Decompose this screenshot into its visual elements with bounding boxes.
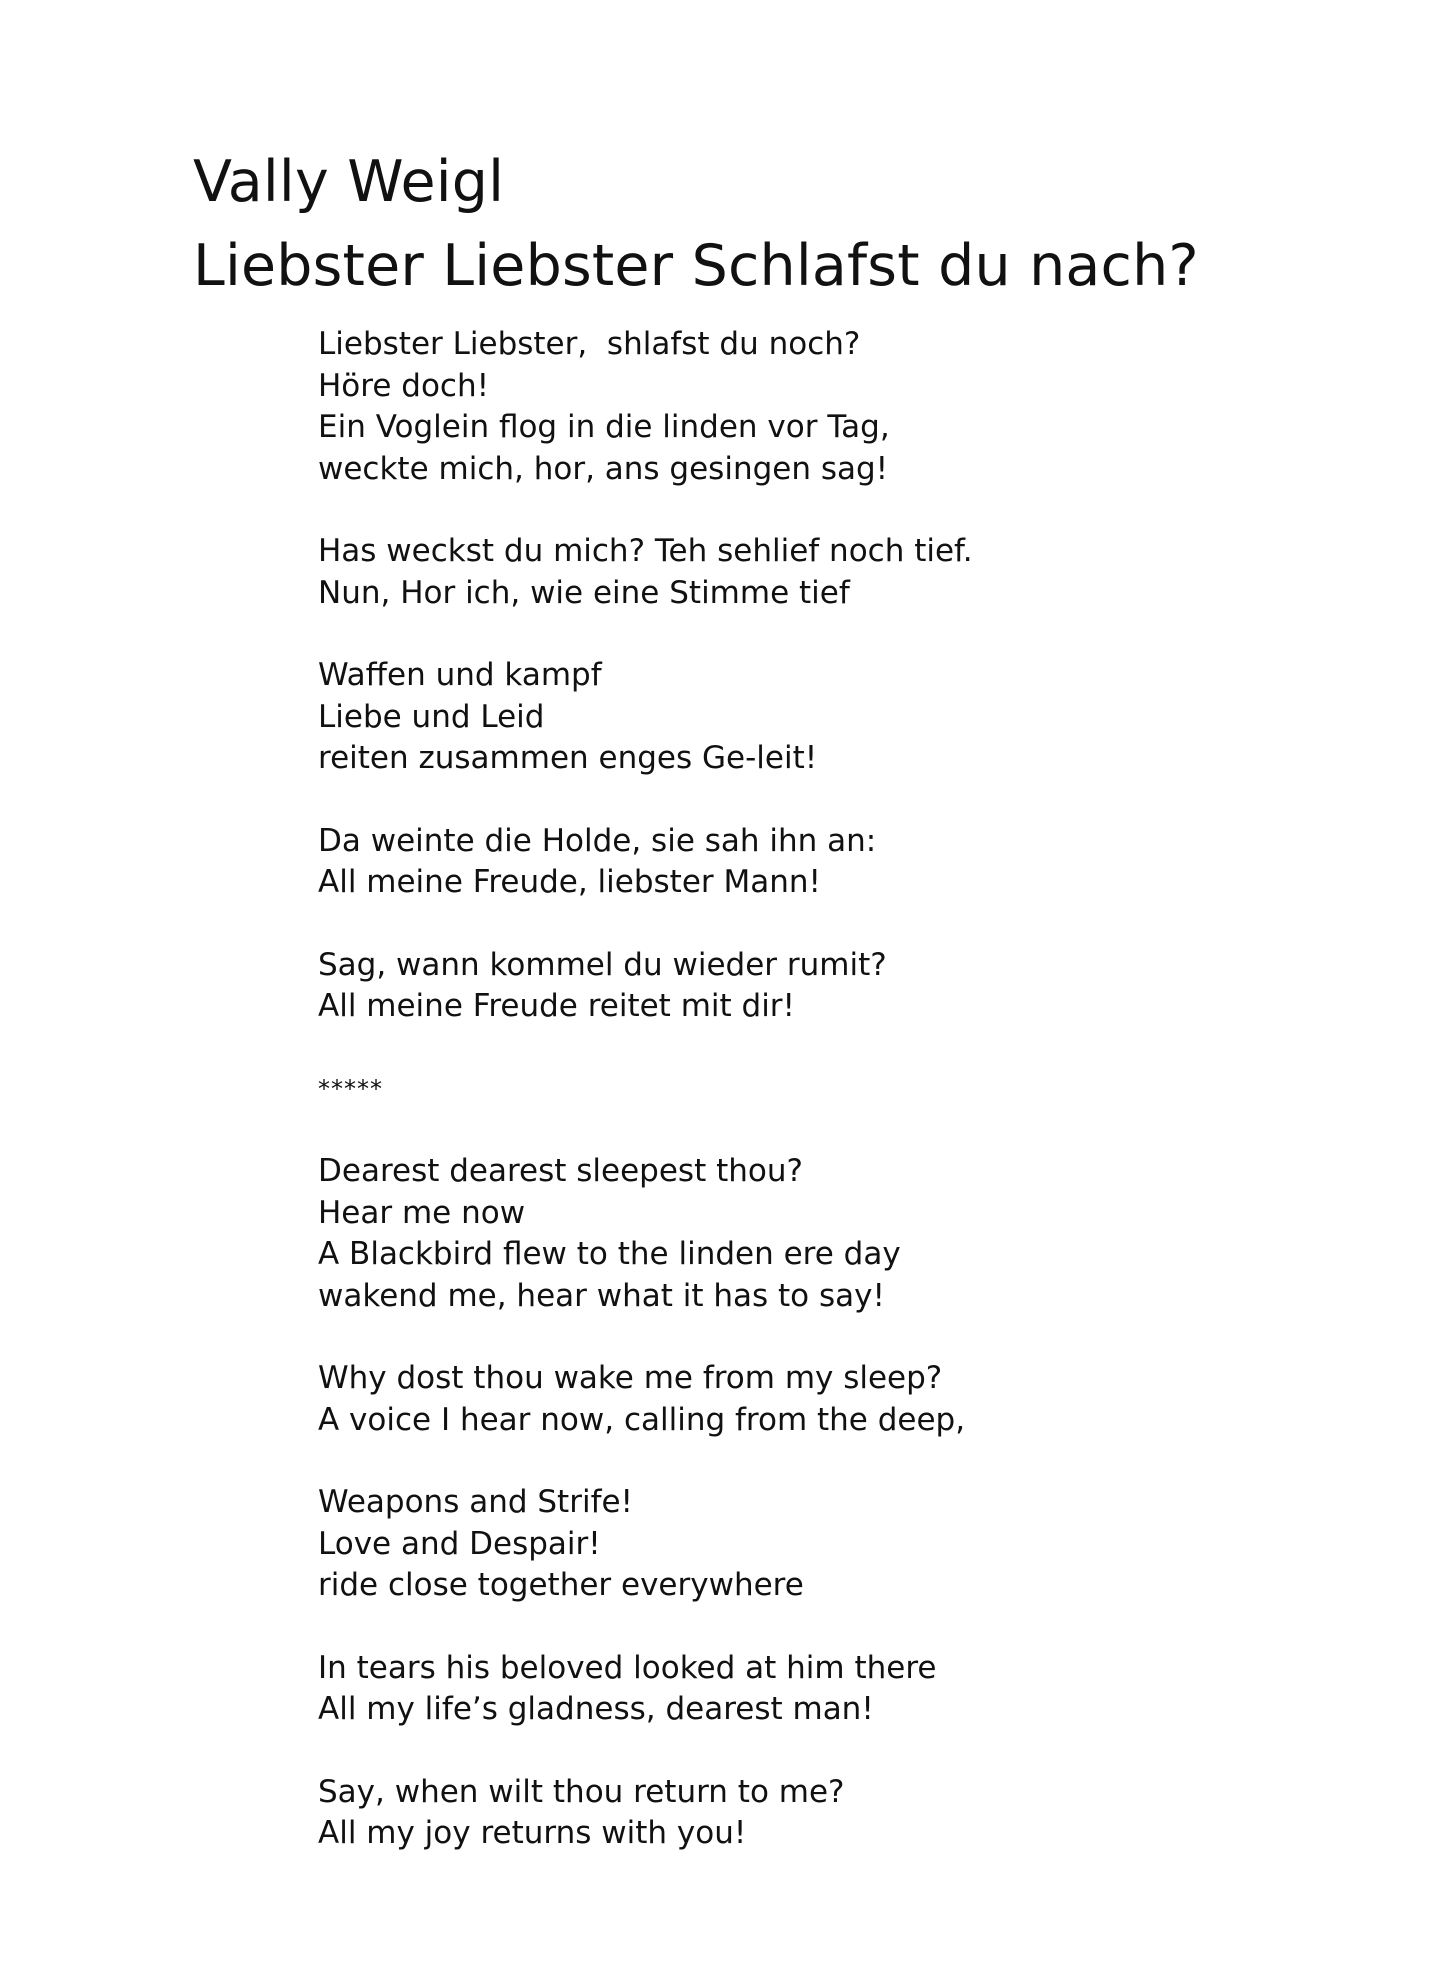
composer-name: Vally Weigl (193, 149, 505, 215)
title-block (193, 140, 1199, 308)
english-stanza-4 (318, 1648, 1318, 1731)
poem-line: Höre doch! (318, 367, 490, 404)
poem-line: weckte mich, hor, ans gesingen sag! (318, 450, 889, 487)
poem-line: Ein Voglein flog in die linden vor Tag, (318, 409, 890, 445)
poem-line: Why dost thou wake me from my sleep? (318, 1360, 943, 1396)
english-stanza-2 (318, 1358, 1318, 1441)
poem-line: All meine Freude reitet mit dir! (318, 988, 795, 1024)
poem-line: Sag, wann kommel du wieder rumit? (318, 946, 887, 983)
german-stanza-5 (318, 945, 1318, 1028)
german-stanza-4 (318, 821, 1318, 904)
poem-line: All meine Freude, liebster Mann! (318, 864, 821, 900)
poem-text (318, 324, 1318, 1896)
poem-line: Weapons and Strife! (318, 1484, 633, 1520)
poem-line: All my joy returns with you! (318, 1815, 747, 1851)
english-stanza-3 (318, 1482, 1318, 1607)
poem-line: A voice I hear now, calling from the deep, (318, 1401, 966, 1438)
poem-line: Hear me now (318, 1194, 526, 1231)
german-stanza-3 (318, 655, 1318, 780)
section-separator: ***** (318, 1074, 383, 1103)
poem-line: Dearest dearest sleepest thou? (318, 1153, 803, 1189)
german-stanza-1 (318, 324, 1318, 490)
poem-line: In tears his beloved looked at him there (318, 1649, 937, 1686)
german-stanza-2 (318, 531, 1318, 614)
poem-line: Liebster Liebster, shlafst du noch? (318, 326, 861, 362)
poem-line: Has weckst du mich? Teh sehlief noch tief. (318, 533, 973, 569)
poem-line: ride close together everywhere (318, 1567, 804, 1603)
poem-line: Love and Despair! (318, 1525, 601, 1562)
poem-line: Liebe und Leid (318, 698, 545, 735)
english-stanza-5 (318, 1772, 1318, 1855)
poem-line: Say, when wilt thou return to me? (318, 1773, 845, 1810)
poem-line: Waffen und kampf (318, 657, 602, 693)
poem-line: All my life’s gladness, dearest man! (318, 1691, 874, 1727)
song-title: Liebster Liebster Schlafst du nach? (193, 233, 1199, 299)
english-stanza-1 (318, 1151, 1318, 1317)
poem-line: reiten zusammen enges Ge-leit! (318, 740, 818, 776)
poem-line: Nun, Hor ich, wie eine Stimme tief (318, 574, 850, 611)
poem-line: Da weinte die Holde, sie sah ihn an: (318, 822, 877, 859)
poem-line: A Blackbird flew to the linden ere day (318, 1236, 901, 1272)
poem-line: wakend me, hear what it has to say! (318, 1277, 885, 1314)
